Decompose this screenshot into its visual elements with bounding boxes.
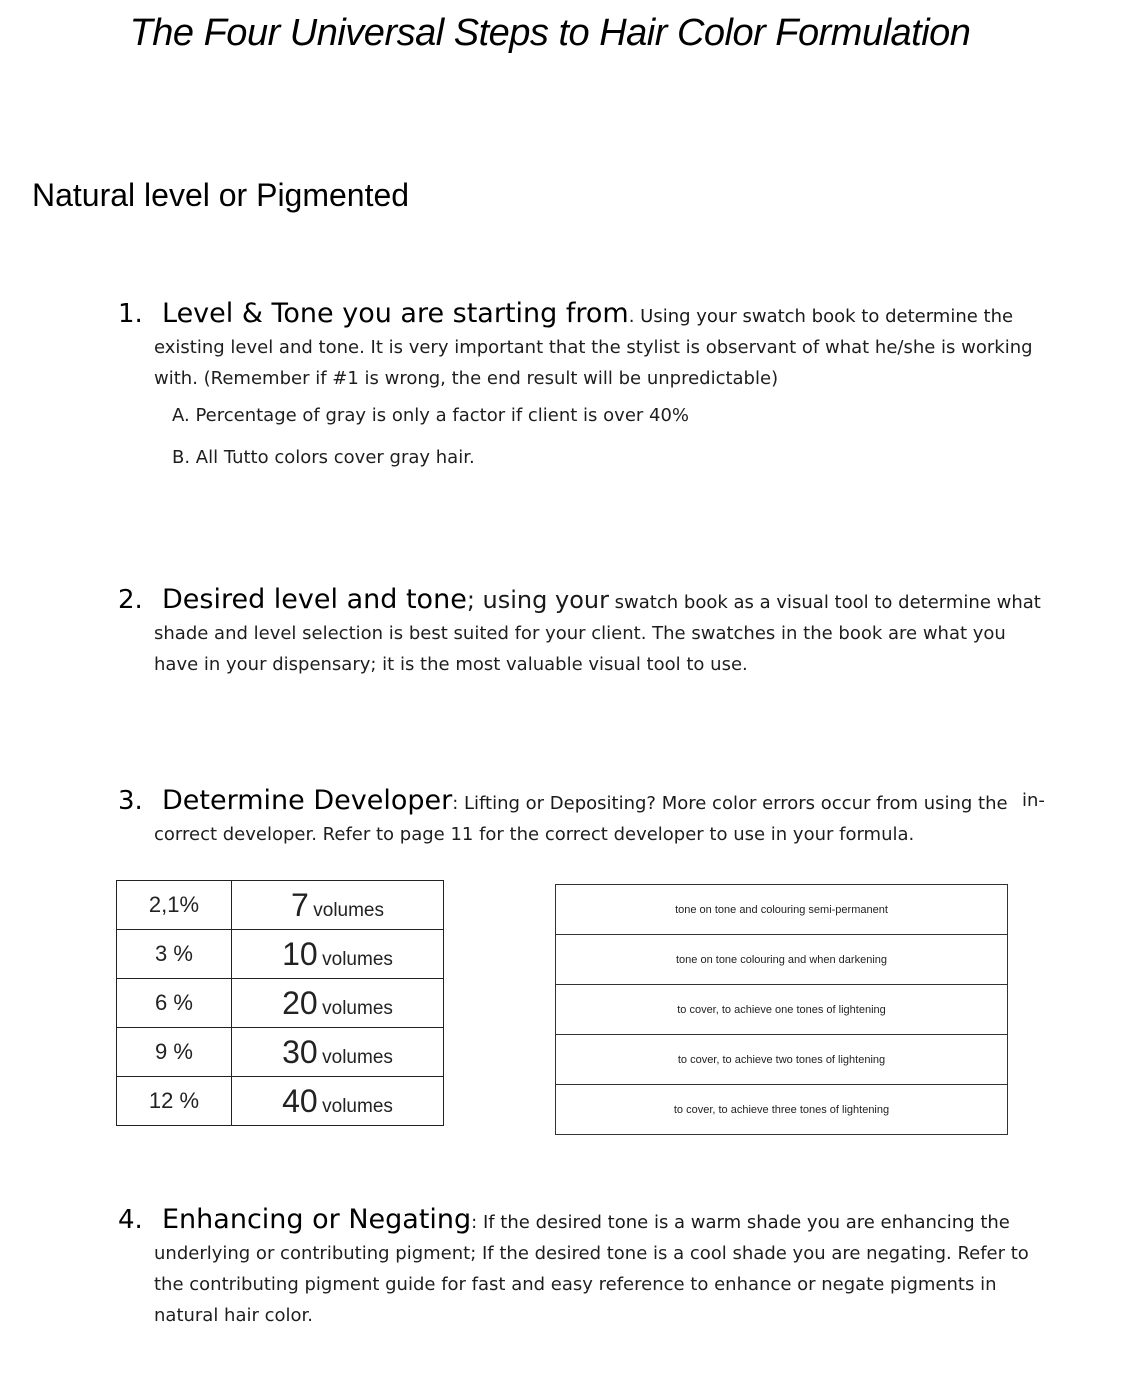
step-body-text: existing level and tone. It is very important that the stylist is observant of what he/she is working with. (Remember if #1 is wrong, the end result will be unpredictable) [154,337,1033,389]
percentage-cell: 9 % [117,1028,232,1077]
volume-number: 20 [282,984,318,1021]
page-title: The Four Universal Steps to Hair Color Formulation [129,12,971,54]
step-body-text: correct developer. Refer to page 11 for the correct developer to use in your formula. [154,824,915,845]
step-1 [118,298,1048,479]
volume-cell [232,881,444,930]
step-body-text: underlying or contributing pigment; If the desired tone is a cool shade you are negating. Refer to the contributing pigment guide for fast and easy reference to enhance or negate pigments in natural hair color. [154,1243,1029,1326]
section-subtitle: Natural level or Pigmented [32,177,410,213]
step-sub-item: A. Percentage of gray is only a factor if client is over 40% [172,405,690,426]
developer-usage-table [555,884,1008,1135]
step-trailing-text: in- [1022,790,1045,811]
usage-cell: to cover, to achieve one tones of lightening [556,985,1008,1035]
table-row [556,1035,1008,1085]
step-title: Level & Tone you are starting from [162,298,629,329]
volume-unit: volumes [313,899,384,921]
step-title: Desired level and tone [162,584,467,615]
step-sub-item: B. All Tutto colors cover gray hair. [172,447,475,468]
step-number: 2. [118,585,143,615]
table-row [117,1077,444,1126]
table-row [556,935,1008,985]
step-4 [118,1204,1048,1331]
volume-unit: volumes [322,1095,393,1117]
step-2 [118,584,1048,680]
step-title: Enhancing or Negating [162,1204,472,1235]
step-lead-text: swatch book as a visual tool to determine what [608,592,1041,613]
step-title: Determine Developer [162,785,453,816]
usage-cell: to cover, to achieve three tones of lightening [556,1085,1008,1135]
volume-unit: volumes [322,948,393,970]
volume-number: 30 [282,1033,318,1070]
developer-volume-table [116,880,444,1126]
step-body-text: shade and level selection is best suited for your client. The swatches in the book are what you have in your dispensary; it is the most valuable visual tool to use. [154,623,1006,675]
table-row [117,930,444,979]
step-number: 1. [118,299,143,329]
step-number: 4. [118,1205,143,1235]
table-row [117,881,444,930]
volume-cell [232,979,444,1028]
volume-number: 10 [282,935,318,972]
table-row [556,1085,1008,1135]
volume-number: 7 [291,886,309,923]
usage-cell: tone on tone and colouring semi-permanent [556,885,1008,935]
volume-unit: volumes [322,1046,393,1068]
usage-cell: tone on tone colouring and when darkening [556,935,1008,985]
percentage-cell: 3 % [117,930,232,979]
step-lead-text: : Lifting or Depositing? More color errors occur from using the [452,793,1008,814]
table-row [117,979,444,1028]
step-3-heading [118,785,1048,819]
volume-cell [232,1028,444,1077]
volume-cell [232,930,444,979]
percentage-cell: 12 % [117,1077,232,1126]
step-lead-mid-text: ; using your [466,586,609,614]
table-row [556,885,1008,935]
percentage-cell: 2,1% [117,881,232,930]
step-number: 3. [118,786,143,816]
volume-cell [232,1077,444,1126]
step-lead-text: . Using your swatch book to determine the [628,306,1014,327]
step-1-heading [118,298,1048,332]
percentage-cell: 6 % [117,979,232,1028]
volume-number: 40 [282,1082,318,1119]
step-3 [118,785,1048,850]
table-row [556,985,1008,1035]
table-row [117,1028,444,1077]
usage-cell: to cover, to achieve two tones of lightening [556,1035,1008,1085]
step-2-heading [118,584,1048,618]
step-lead-text: : If the desired tone is a warm shade you are enhancing the [471,1212,1010,1233]
step-4-heading [118,1204,1048,1238]
volume-unit: volumes [322,997,393,1019]
